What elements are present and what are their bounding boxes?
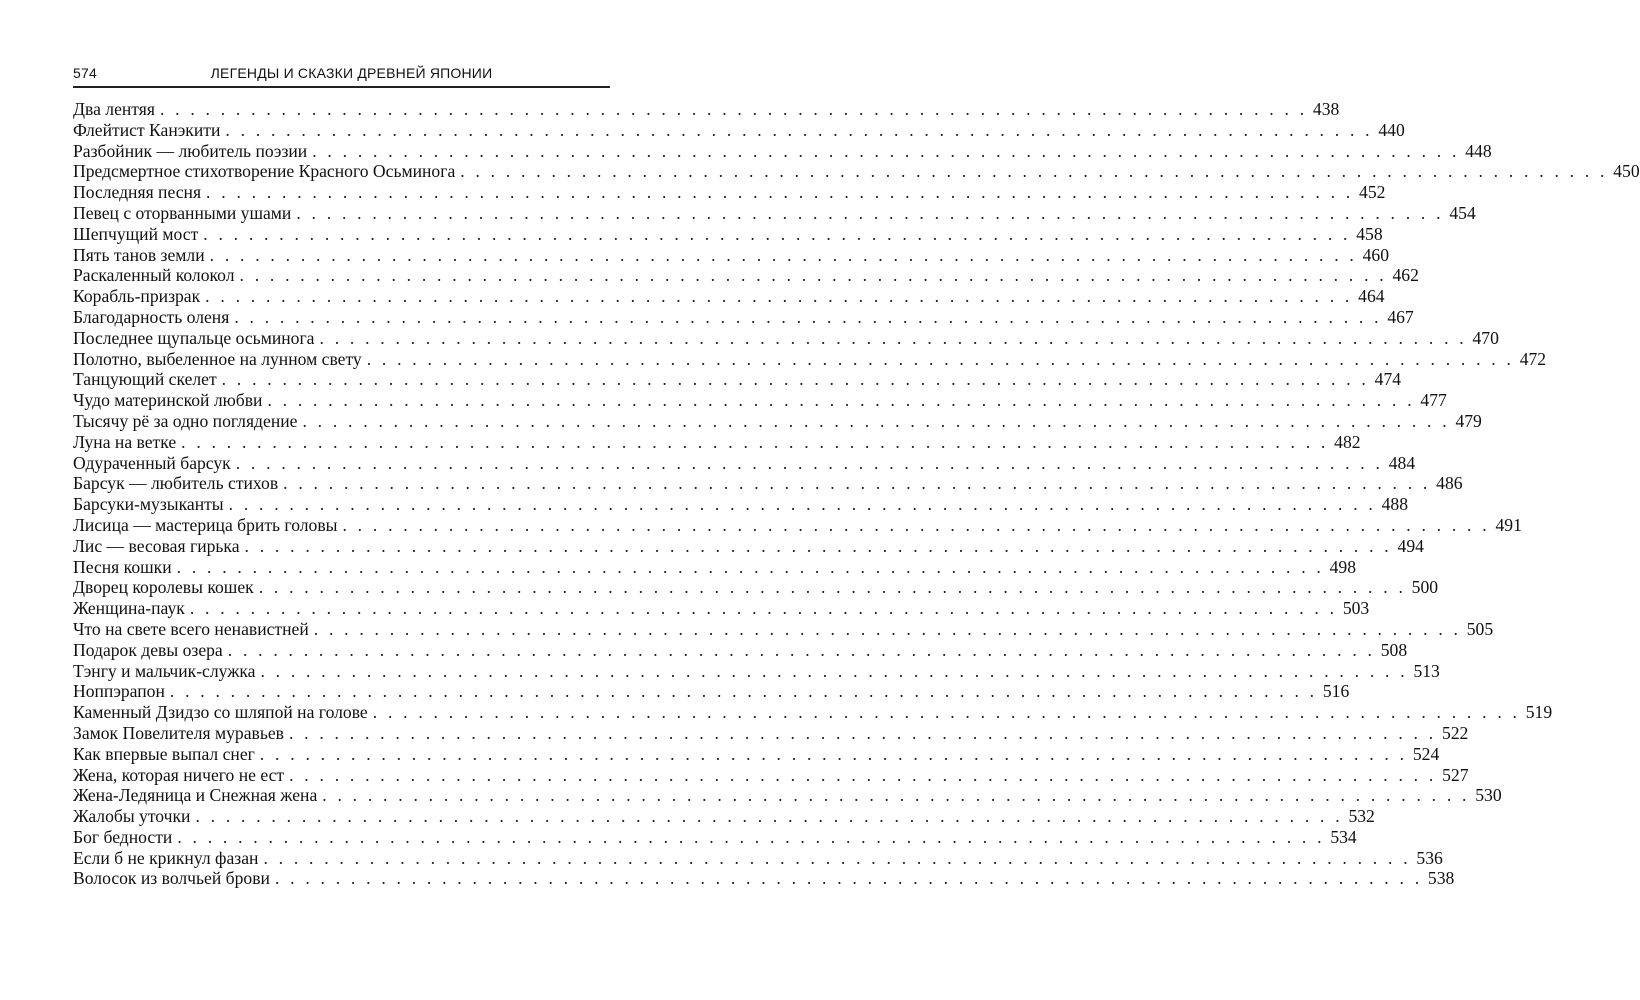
toc-entry-title: Раскаленный колокол	[73, 265, 235, 286]
dot-leader	[234, 307, 1381, 328]
toc-entry-title: Если б не крикнул фазан	[73, 847, 259, 868]
toc-entry-page-number: 491	[1495, 514, 1522, 535]
dot-leader	[177, 557, 1324, 578]
toc-entry-title: Женщина-паук	[73, 598, 185, 619]
toc-entry	[73, 681, 1350, 702]
toc-entry-title: Подарок девы озера	[73, 639, 223, 660]
toc-entry-page-number: 472	[1519, 348, 1547, 369]
toc-entry-page-number: 513	[1413, 660, 1440, 681]
toc-entry	[73, 826, 1357, 848]
toc-entry	[73, 182, 1386, 203]
toc-entry	[73, 868, 1455, 889]
toc-entry	[73, 660, 1440, 682]
dot-leader	[283, 473, 1430, 494]
toc-entry-page-number: 464	[1358, 286, 1385, 307]
toc-entry-page-number: 524	[1412, 743, 1440, 764]
toc-entry-page-number: 522	[1441, 722, 1469, 743]
toc-entry-title: Последняя песня	[73, 182, 202, 203]
toc-entry-title: Лисица — мастерица брить головы	[73, 514, 338, 535]
toc-entry-title: Благодарность оленя	[73, 306, 230, 327]
toc-entry	[73, 806, 1375, 827]
toc-entry	[73, 140, 1492, 162]
toc-entry-title: Волосок из волчьей брови	[73, 868, 270, 889]
dot-leader	[203, 224, 1350, 245]
toc-entry	[73, 452, 1416, 474]
table-of-contents	[73, 99, 1640, 889]
toc-entry-title: Луна на ветке	[73, 431, 177, 452]
dot-leader	[229, 494, 1376, 515]
toc-entry-page-number: 462	[1392, 265, 1419, 286]
toc-entry-page-number: 467	[1387, 306, 1414, 327]
toc-entry-page-number: 482	[1334, 431, 1361, 452]
toc-entry-page-number: 474	[1374, 369, 1402, 390]
toc-entry-title: Барсуки-музыканты	[73, 494, 224, 515]
toc-entry	[73, 99, 1340, 120]
toc-entry	[73, 618, 1494, 640]
toc-entry	[73, 847, 1443, 869]
toc-entry-title: Лис — весовая гирька	[73, 535, 240, 556]
toc-entry-title: Чудо материнской любви	[73, 390, 263, 411]
dot-leader	[367, 349, 1514, 370]
toc-entry-title: Разбойник — любитель поэзии	[73, 140, 308, 161]
toc-entry-title: Певец с оторванными ушами	[73, 202, 292, 223]
dot-leader	[181, 432, 1328, 453]
toc-entry	[73, 577, 1439, 598]
toc-entry	[73, 785, 1502, 806]
toc-entry-title: Барсук — любитель стихов	[73, 473, 279, 494]
toc-entry	[73, 473, 1463, 494]
toc-entry	[73, 743, 1440, 765]
toc-entry	[73, 702, 1553, 723]
toc-entry-page-number: 505	[1466, 618, 1494, 639]
dot-leader	[205, 286, 1352, 307]
toc-entry-title: Песня кошки	[73, 556, 172, 577]
toc-entry-title: Жена-Ледяница и Снежная жена	[73, 785, 318, 806]
dot-leader	[260, 661, 1407, 682]
dot-leader	[170, 681, 1317, 702]
toc-entry	[73, 410, 1482, 432]
toc-entry-page-number: 477	[1420, 390, 1447, 411]
toc-entry	[73, 369, 1402, 390]
dot-leader	[222, 369, 1369, 390]
toc-entry-title: Замок Повелителя муравьев	[73, 722, 284, 743]
dot-leader	[289, 765, 1436, 786]
dot-leader	[342, 515, 1489, 536]
dot-leader	[322, 785, 1469, 806]
toc-entry	[73, 306, 1414, 328]
toc-entry-page-number: 516	[1322, 681, 1350, 702]
dot-leader	[206, 182, 1353, 203]
toc-entry-page-number: 534	[1330, 826, 1357, 847]
dot-leader	[267, 390, 1414, 411]
toc-entry	[73, 514, 1522, 536]
toc-entry-page-number: 450	[1613, 161, 1640, 182]
toc-entry-title: Каменный Дзидзо со шляпой на голове	[73, 702, 368, 723]
toc-entry	[73, 535, 1424, 557]
toc-entry-page-number: 538	[1427, 868, 1455, 889]
toc-entry	[73, 390, 1447, 411]
toc-entry	[73, 286, 1385, 307]
toc-entry	[73, 244, 1390, 266]
toc-entry-page-number: 454	[1449, 202, 1476, 223]
toc-entry-page-number: 519	[1525, 702, 1553, 723]
toc-entry	[73, 327, 1499, 349]
dot-leader	[160, 99, 1307, 120]
toc-entry	[73, 639, 1408, 661]
toc-entry-page-number: 460	[1362, 244, 1390, 265]
running-title: ЛЕГЕНДЫ И СКАЗКИ ДРЕВНЕЙ ЯПОНИИ	[210, 65, 493, 81]
toc-entry-title: Тэнгу и мальчик-служка	[73, 660, 256, 681]
toc-entry-page-number: 494	[1397, 535, 1424, 556]
toc-entry	[73, 431, 1361, 453]
toc-entry-page-number: 532	[1348, 806, 1375, 827]
toc-entry	[73, 348, 1547, 370]
toc-entry	[73, 223, 1383, 245]
toc-entry-title: Бог бедности	[73, 826, 173, 847]
toc-entry-title: Последнее щупальце осьминога	[73, 327, 315, 348]
dot-leader	[236, 453, 1383, 474]
toc-entry-title: Что на свете всего ненавистней	[73, 618, 309, 639]
toc-entry	[73, 764, 1469, 786]
toc-entry-title: Корабль-призрак	[73, 286, 201, 307]
toc-entry-page-number: 448	[1465, 140, 1492, 161]
toc-entry-title: Полотно, выбеленное на лунном свету	[73, 348, 362, 369]
toc-entry-title: Два лентяя	[73, 99, 155, 119]
dot-leader	[302, 411, 1449, 432]
dot-leader	[225, 120, 1372, 141]
toc-entry-page-number: 484	[1388, 452, 1416, 473]
toc-entry-page-number: 440	[1378, 119, 1405, 140]
toc-entry-page-number: 488	[1381, 494, 1408, 515]
dot-leader	[177, 827, 1324, 848]
page-header	[73, 62, 610, 88]
toc-entry-page-number: 508	[1380, 639, 1408, 660]
toc-entry-title: Тысячу рё за одно поглядение	[73, 410, 298, 431]
toc-entry	[73, 161, 1640, 182]
dot-leader	[195, 806, 1342, 827]
toc-entry-title: Танцующий скелет	[73, 369, 217, 390]
dot-leader	[260, 744, 1407, 765]
dot-leader	[245, 536, 1392, 557]
toc-entry-page-number: 458	[1356, 223, 1383, 244]
toc-entry-page-number: 500	[1411, 577, 1439, 598]
dot-leader	[460, 161, 1607, 182]
toc-entry	[73, 598, 1370, 619]
dot-leader	[312, 141, 1459, 162]
toc-entry	[73, 202, 1476, 224]
dot-leader	[228, 640, 1375, 661]
dot-leader	[190, 598, 1337, 619]
toc-entry-page-number: 498	[1329, 556, 1357, 577]
toc-entry-title: Жена, которая ничего не ест	[73, 764, 285, 785]
toc-entry	[73, 722, 1469, 744]
dot-leader	[240, 265, 1387, 286]
dot-leader	[275, 868, 1422, 889]
toc-entry	[73, 556, 1357, 578]
toc-entry	[73, 494, 1408, 515]
toc-entry-page-number: 536	[1416, 847, 1443, 868]
dot-leader	[259, 577, 1406, 598]
toc-entry-title: Ноппэрапон	[73, 681, 165, 702]
page-number: 574	[73, 65, 97, 81]
toc-entry-title: Флейтист Канэкити	[73, 119, 221, 140]
dot-leader	[314, 619, 1461, 640]
dot-leader	[263, 848, 1410, 869]
toc-entry-title: Предсмертное стихотворение Красного Осьминога	[73, 161, 456, 182]
dot-leader	[210, 245, 1357, 266]
toc-entry-title: Шепчущий мост	[73, 223, 199, 244]
toc-entry-page-number: 527	[1442, 764, 1469, 785]
toc-entry-page-number: 470	[1472, 327, 1499, 348]
toc-entry-title: Пять танов земли	[73, 244, 205, 265]
dot-leader	[320, 328, 1467, 349]
toc-entry	[73, 119, 1405, 141]
dot-leader	[373, 702, 1520, 723]
toc-entry-title: Как впервые выпал снег	[73, 743, 255, 764]
toc-entry-page-number: 530	[1475, 785, 1502, 806]
toc-entry-page-number: 479	[1455, 410, 1482, 431]
dot-leader	[289, 723, 1436, 744]
toc-entry-page-number: 486	[1436, 473, 1463, 494]
toc-entry-title: Одураченный барсук	[73, 452, 231, 473]
toc-entry-title: Жалобы уточки	[73, 806, 191, 827]
toc-entry-title: Дворец королевы кошек	[73, 577, 254, 598]
toc-entry-page-number: 503	[1342, 598, 1370, 619]
toc-entry	[73, 265, 1419, 286]
toc-entry-page-number: 438	[1312, 99, 1340, 119]
toc-entry-page-number: 452	[1359, 182, 1386, 203]
dot-leader	[296, 203, 1443, 224]
